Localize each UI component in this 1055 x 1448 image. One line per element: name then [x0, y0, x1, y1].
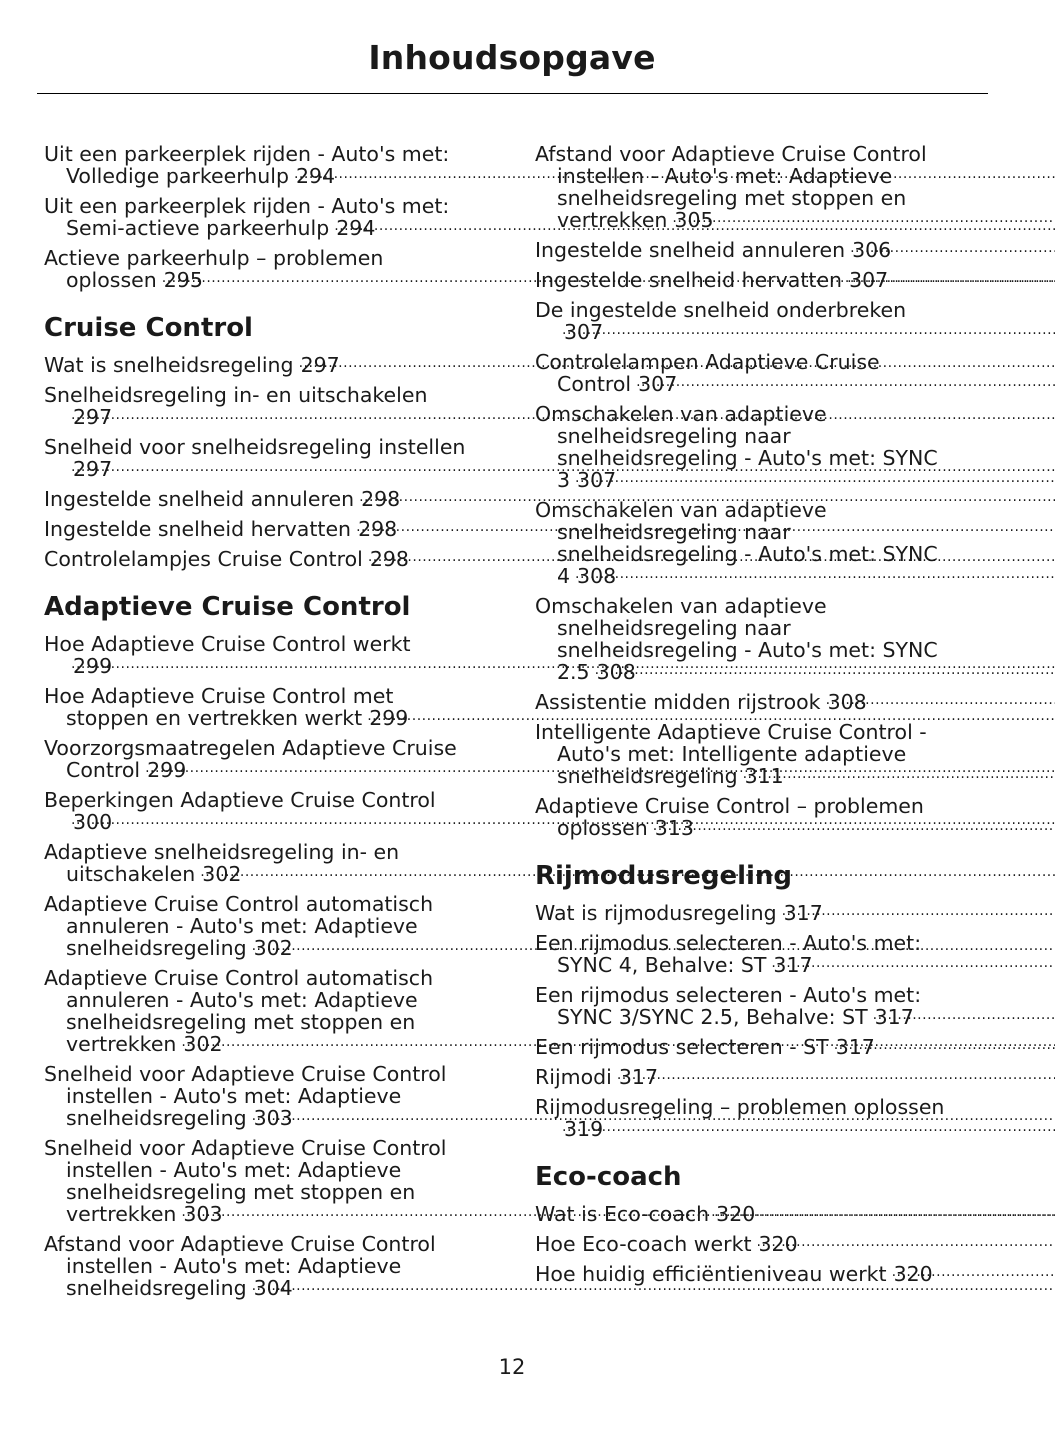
toc-entry-text: vertrekken [66, 1032, 177, 1056]
toc-entry[interactable] [535, 1066, 979, 1088]
page-number: 12 [498, 1355, 526, 1379]
toc-entry-text: 4 [557, 564, 571, 588]
toc-page-number: 298 [361, 487, 401, 511]
toc-entry-text: Hoe huidig efficiëntieniveau werkt [535, 1262, 887, 1286]
toc-entry[interactable] [44, 488, 488, 510]
toc-entry-text: Adaptieve Cruise Control automatisch [44, 892, 434, 916]
toc-entry[interactable] [44, 841, 488, 885]
toc-entry-text: Uit een parkeerplek rijden - Auto's met: [44, 142, 450, 166]
toc-entry-text: Controlelampjes Cruise Control [44, 547, 363, 571]
toc-page-number: 306 [852, 238, 892, 262]
toc-page-number: 307 [564, 320, 604, 344]
toc-entry[interactable] [535, 595, 979, 683]
toc-entry[interactable] [44, 195, 488, 239]
toc-page-number: 303 [183, 1202, 223, 1226]
toc-entry-text: vertrekken [557, 208, 668, 232]
toc-entry-text: Uit een parkeerplek rijden - Auto's met: [44, 194, 450, 218]
toc-page-number: 308 [577, 564, 617, 588]
toc-entry[interactable] [44, 737, 488, 781]
toc-entry[interactable] [44, 436, 488, 480]
toc-entry-text: instellen - Auto's met: Adaptieve [66, 1084, 402, 1108]
toc-entry-text: vertrekken [66, 1202, 177, 1226]
toc-page-number: 298 [369, 547, 409, 571]
toc-entry-text: Snelheid voor Adaptieve Cruise Control [44, 1136, 447, 1160]
toc-entry[interactable] [535, 1036, 979, 1058]
toc-entry-text: Assistentie midden rijstrook [535, 690, 821, 714]
section-heading: Eco-coach [535, 1162, 682, 1192]
toc-entry-text: snelheidsregeling naar [557, 616, 791, 640]
section-heading: Cruise Control [44, 313, 253, 343]
toc-page-number: 303 [253, 1106, 293, 1130]
toc-entry-text: instellen - Auto's met: Adaptieve [557, 164, 893, 188]
toc-page-number: 302 [202, 862, 242, 886]
page-title: Inhoudsopgave [368, 38, 656, 77]
toc-page-number: 295 [163, 268, 203, 292]
toc-entry-text: Beperkingen Adaptieve Cruise Control [44, 788, 436, 812]
toc-entry[interactable] [44, 354, 488, 376]
toc-entry[interactable] [44, 548, 488, 570]
toc-entry-text: oplossen [66, 268, 157, 292]
toc-entry-text: Wat is Eco-coach [535, 1202, 710, 1226]
toc-entry[interactable] [44, 893, 488, 959]
toc-entry-text: snelheidsregeling [66, 1106, 247, 1130]
toc-entry-text: Hoe Adaptieve Cruise Control met [44, 684, 394, 708]
toc-entry[interactable] [535, 1263, 979, 1285]
toc-entry[interactable] [44, 633, 488, 677]
toc-entry-text: 3 [557, 468, 571, 492]
toc-entry-text: Auto's met: Intelligente adaptieve [557, 742, 907, 766]
toc-page-number: 304 [253, 1276, 293, 1300]
toc-page-number: 302 [253, 936, 293, 960]
toc-page-number: 317 [773, 953, 813, 977]
toc-page-number: 320 [758, 1232, 798, 1256]
toc-entry-text: snelheidsregeling [557, 764, 738, 788]
toc-entry-text: Volledige parkeerhulp [66, 164, 289, 188]
toc-page-number: 308 [596, 660, 636, 684]
toc-entry-text: Wat is snelheidsregeling [44, 353, 294, 377]
toc-entry-text: Omschakelen van adaptieve [535, 594, 827, 618]
toc-page-number: 299 [73, 654, 113, 678]
toc-entry-text: snelheidsregeling - Auto's met: SYNC [557, 446, 938, 470]
toc-entry[interactable] [44, 1063, 488, 1129]
toc-entry[interactable] [535, 932, 979, 976]
toc-page-number: 313 [654, 816, 694, 840]
toc-entry[interactable] [535, 269, 979, 291]
toc-entry[interactable] [535, 403, 979, 491]
toc-page-number: 317 [874, 1005, 914, 1029]
toc-entry-text: Wat is rijmodusregeling [535, 901, 777, 925]
toc-page-number: 307 [638, 372, 678, 396]
toc-entry-text: Adaptieve snelheidsregeling in- en [44, 840, 400, 864]
toc-entry-text: snelheidsregeling met stoppen en [66, 1010, 416, 1034]
toc-entry-text: Een rijmodus selecteren - Auto's met: [535, 983, 922, 1007]
toc-entry-text: snelheidsregeling met stoppen en [557, 186, 907, 210]
toc-entry-text: Control [557, 372, 632, 396]
toc-entry[interactable] [535, 984, 979, 1028]
toc-entry-text: SYNC 3/SYNC 2.5, Behalve: ST [557, 1005, 868, 1029]
toc-column-left [44, 143, 488, 1307]
toc-entry-text: Voorzorgsmaatregelen Adaptieve Cruise [44, 736, 457, 760]
toc-entry-text: Omschakelen van adaptieve [535, 402, 827, 426]
toc-entry-text: Semi-actieve parkeerhulp [66, 216, 330, 240]
toc-entry[interactable] [535, 1096, 979, 1140]
toc-entry[interactable] [44, 1137, 488, 1225]
toc-entry-text: Ingestelde snelheid annuleren [535, 238, 846, 262]
toc-entry[interactable] [535, 902, 979, 924]
toc-entry-text: Rijmodusregeling – problemen oplossen [535, 1095, 945, 1119]
toc-page-number: 294 [295, 164, 336, 188]
toc-entry-text: snelheidsregeling naar [557, 520, 791, 544]
toc-entry-text: snelheidsregeling - Auto's met: SYNC [557, 542, 938, 566]
toc-entry[interactable] [535, 795, 979, 839]
toc-page-number: 317 [618, 1065, 658, 1089]
toc-page-number: 320 [716, 1202, 756, 1226]
toc-page-number: 297 [300, 353, 340, 377]
toc-page-number: 319 [564, 1117, 604, 1141]
toc-page-number: 297 [73, 457, 113, 481]
toc-page-number: 320 [893, 1262, 933, 1286]
toc-entry[interactable] [535, 1203, 979, 1225]
toc-page-number: 297 [73, 405, 113, 429]
toc-entry-text: De ingestelde snelheid onderbreken [535, 298, 907, 322]
toc-entry-text: 2.5 [557, 660, 590, 684]
toc-entry[interactable] [535, 499, 979, 587]
toc-page-number: 317 [835, 1035, 875, 1059]
toc-page-number: 294 [336, 216, 376, 240]
toc-entry-text: uitschakelen [66, 862, 196, 886]
toc-entry[interactable] [44, 967, 488, 1055]
toc-entry-text: snelheidsregeling [66, 1276, 247, 1300]
toc-entry-text: Afstand voor Adaptieve Cruise Control [44, 1232, 436, 1256]
toc-entry[interactable] [535, 1233, 979, 1255]
toc-entry-text: Snelheidsregeling in- en uitschakelen [44, 383, 428, 407]
toc-entry-text: Omschakelen van adaptieve [535, 498, 827, 522]
toc-entry[interactable] [535, 691, 979, 713]
toc-entry[interactable] [44, 384, 488, 428]
toc-page-number: 305 [674, 208, 714, 232]
toc-entry[interactable] [44, 789, 488, 833]
toc-entry-text: Control [66, 758, 141, 782]
toc-entry-text: stoppen en vertrekken werkt [66, 706, 363, 730]
toc-entry-text: oplossen [557, 816, 648, 840]
toc-page-number: 298 [358, 517, 398, 541]
toc-entry-text: Ingestelde snelheid hervatten [535, 268, 843, 292]
toc-entry[interactable] [535, 299, 979, 343]
toc-entry-text: Een rijmodus selecteren - ST [535, 1035, 829, 1059]
toc-entry-text: Intelligente Adaptieve Cruise Control - [535, 720, 927, 744]
toc-entry-text: Controlelampen Adaptieve Cruise [535, 350, 880, 374]
toc-entry[interactable] [44, 1233, 488, 1299]
toc-page-number: 302 [183, 1032, 223, 1056]
toc-entry-text: Afstand voor Adaptieve Cruise Control [535, 142, 927, 166]
toc-entry-text: Hoe Adaptieve Cruise Control werkt [44, 632, 411, 656]
toc-entry-text: Adaptieve Cruise Control automatisch [44, 966, 434, 990]
toc-entry-text: Actieve parkeerhulp – problemen [44, 246, 384, 270]
toc-entry[interactable] [44, 143, 488, 187]
toc-entry-text: snelheidsregeling - Auto's met: SYNC [557, 638, 938, 662]
toc-entry[interactable] [44, 247, 488, 291]
toc-entry[interactable] [44, 685, 488, 729]
toc-entry-text: snelheidsregeling [66, 936, 247, 960]
toc-entry-text: instellen - Auto's met: Adaptieve [66, 1158, 402, 1182]
toc-entry-text: Rijmodi [535, 1065, 612, 1089]
toc-entry[interactable] [44, 518, 488, 540]
toc-entry-text: Ingestelde snelheid annuleren [44, 487, 355, 511]
toc-entry-text: instellen - Auto's met: Adaptieve [66, 1254, 402, 1278]
toc-page-number: 308 [827, 690, 867, 714]
toc-entry-text: annuleren - Auto's met: Adaptieve [66, 988, 418, 1012]
toc-page-number: 307 [577, 468, 617, 492]
toc-entry[interactable] [535, 351, 979, 395]
toc-entry-text: Snelheid voor snelheidsregeling instellen [44, 435, 466, 459]
toc-entry-text: Ingestelde snelheid hervatten [44, 517, 352, 541]
toc-entry[interactable] [535, 239, 979, 261]
section-heading: Adaptieve Cruise Control [44, 592, 411, 622]
toc-page-number: 317 [783, 901, 823, 925]
title-divider [37, 93, 988, 94]
toc-page-number: 300 [73, 810, 113, 834]
toc-page-number: 311 [744, 764, 784, 788]
toc-entry-text: annuleren - Auto's met: Adaptieve [66, 914, 418, 938]
toc-entry[interactable] [535, 143, 979, 231]
toc-page-number: 299 [147, 758, 187, 782]
toc-entry-text: Adaptieve Cruise Control – problemen [535, 794, 924, 818]
toc-page-number: 299 [369, 706, 409, 730]
toc-entry[interactable] [535, 721, 979, 787]
section-heading: Rijmodusregeling [535, 861, 793, 891]
toc-entry-text: Een rijmodus selecteren - Auto's met: [535, 931, 922, 955]
toc-entry-text: Hoe Eco-coach werkt [535, 1232, 752, 1256]
toc-entry-text: Snelheid voor Adaptieve Cruise Control [44, 1062, 447, 1086]
toc-entry-text: snelheidsregeling naar [557, 424, 791, 448]
toc-entry-text: SYNC 4, Behalve: ST [557, 953, 767, 977]
toc-entry-text: snelheidsregeling met stoppen en [66, 1180, 416, 1204]
toc-page-number: 307 [849, 268, 889, 292]
toc-column-right [535, 143, 979, 1293]
